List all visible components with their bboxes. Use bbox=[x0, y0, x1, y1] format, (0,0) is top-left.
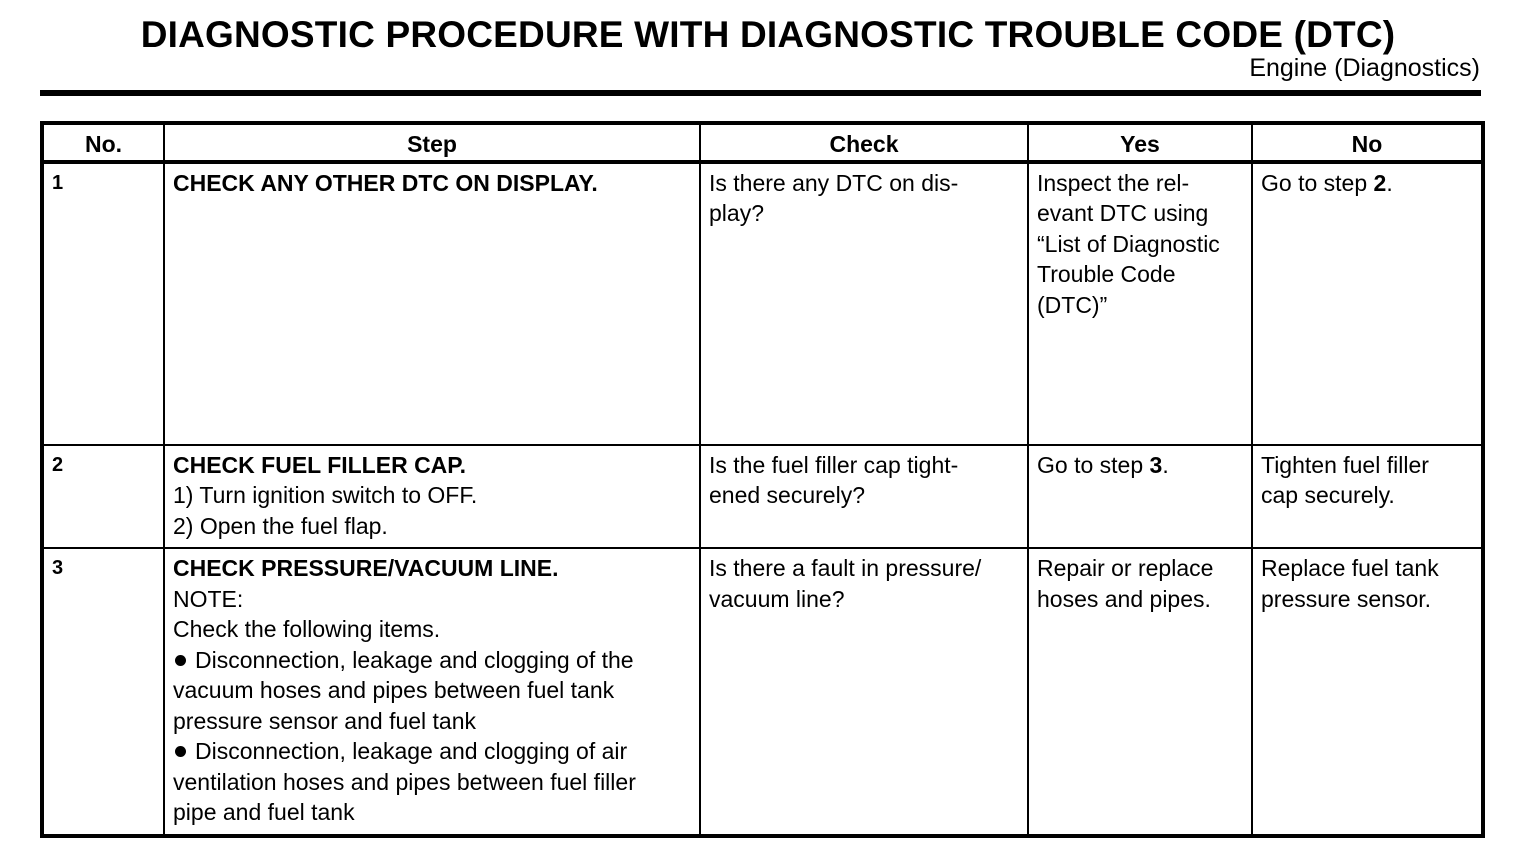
bullet-item-line: ventilation hoses and pipes between fuel filler bbox=[173, 768, 636, 795]
yes-text-line: Trouble Code bbox=[1037, 261, 1176, 287]
yes-text-line: Inspect the rel- bbox=[1037, 169, 1190, 196]
yes-text-line: Repair or replace bbox=[1037, 555, 1214, 581]
bullet-icon bbox=[175, 746, 186, 757]
step-cell bbox=[164, 548, 700, 836]
step-cell bbox=[164, 162, 700, 445]
yes-step-ref: 3 bbox=[1149, 451, 1163, 478]
yes-text-line bbox=[1037, 450, 1243, 481]
no-text-line: pressure sensor. bbox=[1261, 585, 1432, 612]
check-text-line: Is there any DTC on dis- bbox=[709, 169, 959, 196]
no-text-line: Tighten fuel filler bbox=[1261, 451, 1429, 478]
yes-cell bbox=[1028, 162, 1252, 445]
column-header-no-result: No bbox=[1252, 123, 1483, 162]
yes-text-line: (DTC)” bbox=[1037, 291, 1108, 318]
table-header-row bbox=[42, 123, 1483, 162]
step-number: 3 bbox=[42, 548, 164, 836]
yes-text-suffix: . bbox=[1162, 451, 1169, 478]
check-text-line: Is there a fault in pressure/ bbox=[709, 555, 982, 581]
no-step-ref: 2 bbox=[1373, 169, 1387, 196]
no-text-suffix: . bbox=[1386, 169, 1393, 196]
step-number: 2 bbox=[42, 445, 164, 549]
no-cell bbox=[1252, 445, 1483, 549]
bullet-item-line: Disconnection, leakage and clogging of the bbox=[173, 645, 691, 676]
check-cell bbox=[700, 162, 1028, 445]
step-title: CHECK ANY OTHER DTC ON DISPLAY. bbox=[173, 169, 598, 196]
bullet-item-line: vacuum hoses and pipes between fuel tank bbox=[173, 677, 615, 703]
diagnostic-procedure-table bbox=[40, 121, 1485, 838]
step-note-label: NOTE: bbox=[173, 585, 244, 612]
page-title: DIAGNOSTIC PROCEDURE WITH DIAGNOSTIC TROUBLE CODE (DTC) bbox=[140, 14, 1396, 55]
step-line: 2) Open the fuel flap. bbox=[173, 512, 388, 539]
column-header-no: No. bbox=[42, 123, 164, 162]
column-header-yes: Yes bbox=[1028, 123, 1252, 162]
check-cell bbox=[700, 548, 1028, 836]
no-text-line bbox=[1261, 168, 1473, 199]
column-header-step: Step bbox=[164, 123, 700, 162]
page-subtitle: Engine (Diagnostics) bbox=[1249, 54, 1480, 82]
no-text-line: cap securely. bbox=[1261, 482, 1395, 508]
no-text-line: Replace fuel tank bbox=[1261, 555, 1439, 581]
yes-cell bbox=[1028, 548, 1252, 836]
yes-text-line: hoses and pipes. bbox=[1037, 585, 1211, 612]
column-header-check: Check bbox=[700, 123, 1028, 162]
bullet-icon bbox=[175, 655, 186, 666]
step-line: 1) Turn ignition switch to OFF. bbox=[173, 482, 478, 508]
check-text-line: Is the fuel filler cap tight- bbox=[709, 451, 959, 478]
step-cell bbox=[164, 445, 700, 549]
no-cell bbox=[1252, 162, 1483, 445]
step-note-intro: Check the following items. bbox=[173, 616, 441, 642]
yes-text-prefix: Go to step bbox=[1037, 451, 1150, 478]
check-text-line: play? bbox=[709, 200, 764, 226]
no-cell bbox=[1252, 548, 1483, 836]
table-row bbox=[42, 548, 1483, 836]
title-divider bbox=[40, 90, 1481, 96]
yes-text-line: evant DTC using bbox=[1037, 200, 1209, 226]
yes-text-line: “List of Diagnostic bbox=[1037, 230, 1220, 257]
no-text-prefix: Go to step bbox=[1261, 169, 1374, 196]
step-number: 1 bbox=[42, 162, 164, 445]
check-cell bbox=[700, 445, 1028, 549]
table-row bbox=[42, 445, 1483, 549]
check-text-line: vacuum line? bbox=[709, 585, 845, 612]
table-row bbox=[42, 162, 1483, 445]
bullet-item-line: pipe and fuel tank bbox=[173, 799, 355, 825]
check-text-line: ened securely? bbox=[709, 482, 865, 508]
bullet-item-line: Disconnection, leakage and clogging of air bbox=[173, 736, 691, 767]
bullet-item-line: pressure sensor and fuel tank bbox=[173, 707, 477, 734]
yes-cell bbox=[1028, 445, 1252, 549]
step-title: CHECK PRESSURE/VACUUM LINE. bbox=[173, 555, 559, 581]
step-title: CHECK FUEL FILLER CAP. bbox=[173, 451, 467, 478]
